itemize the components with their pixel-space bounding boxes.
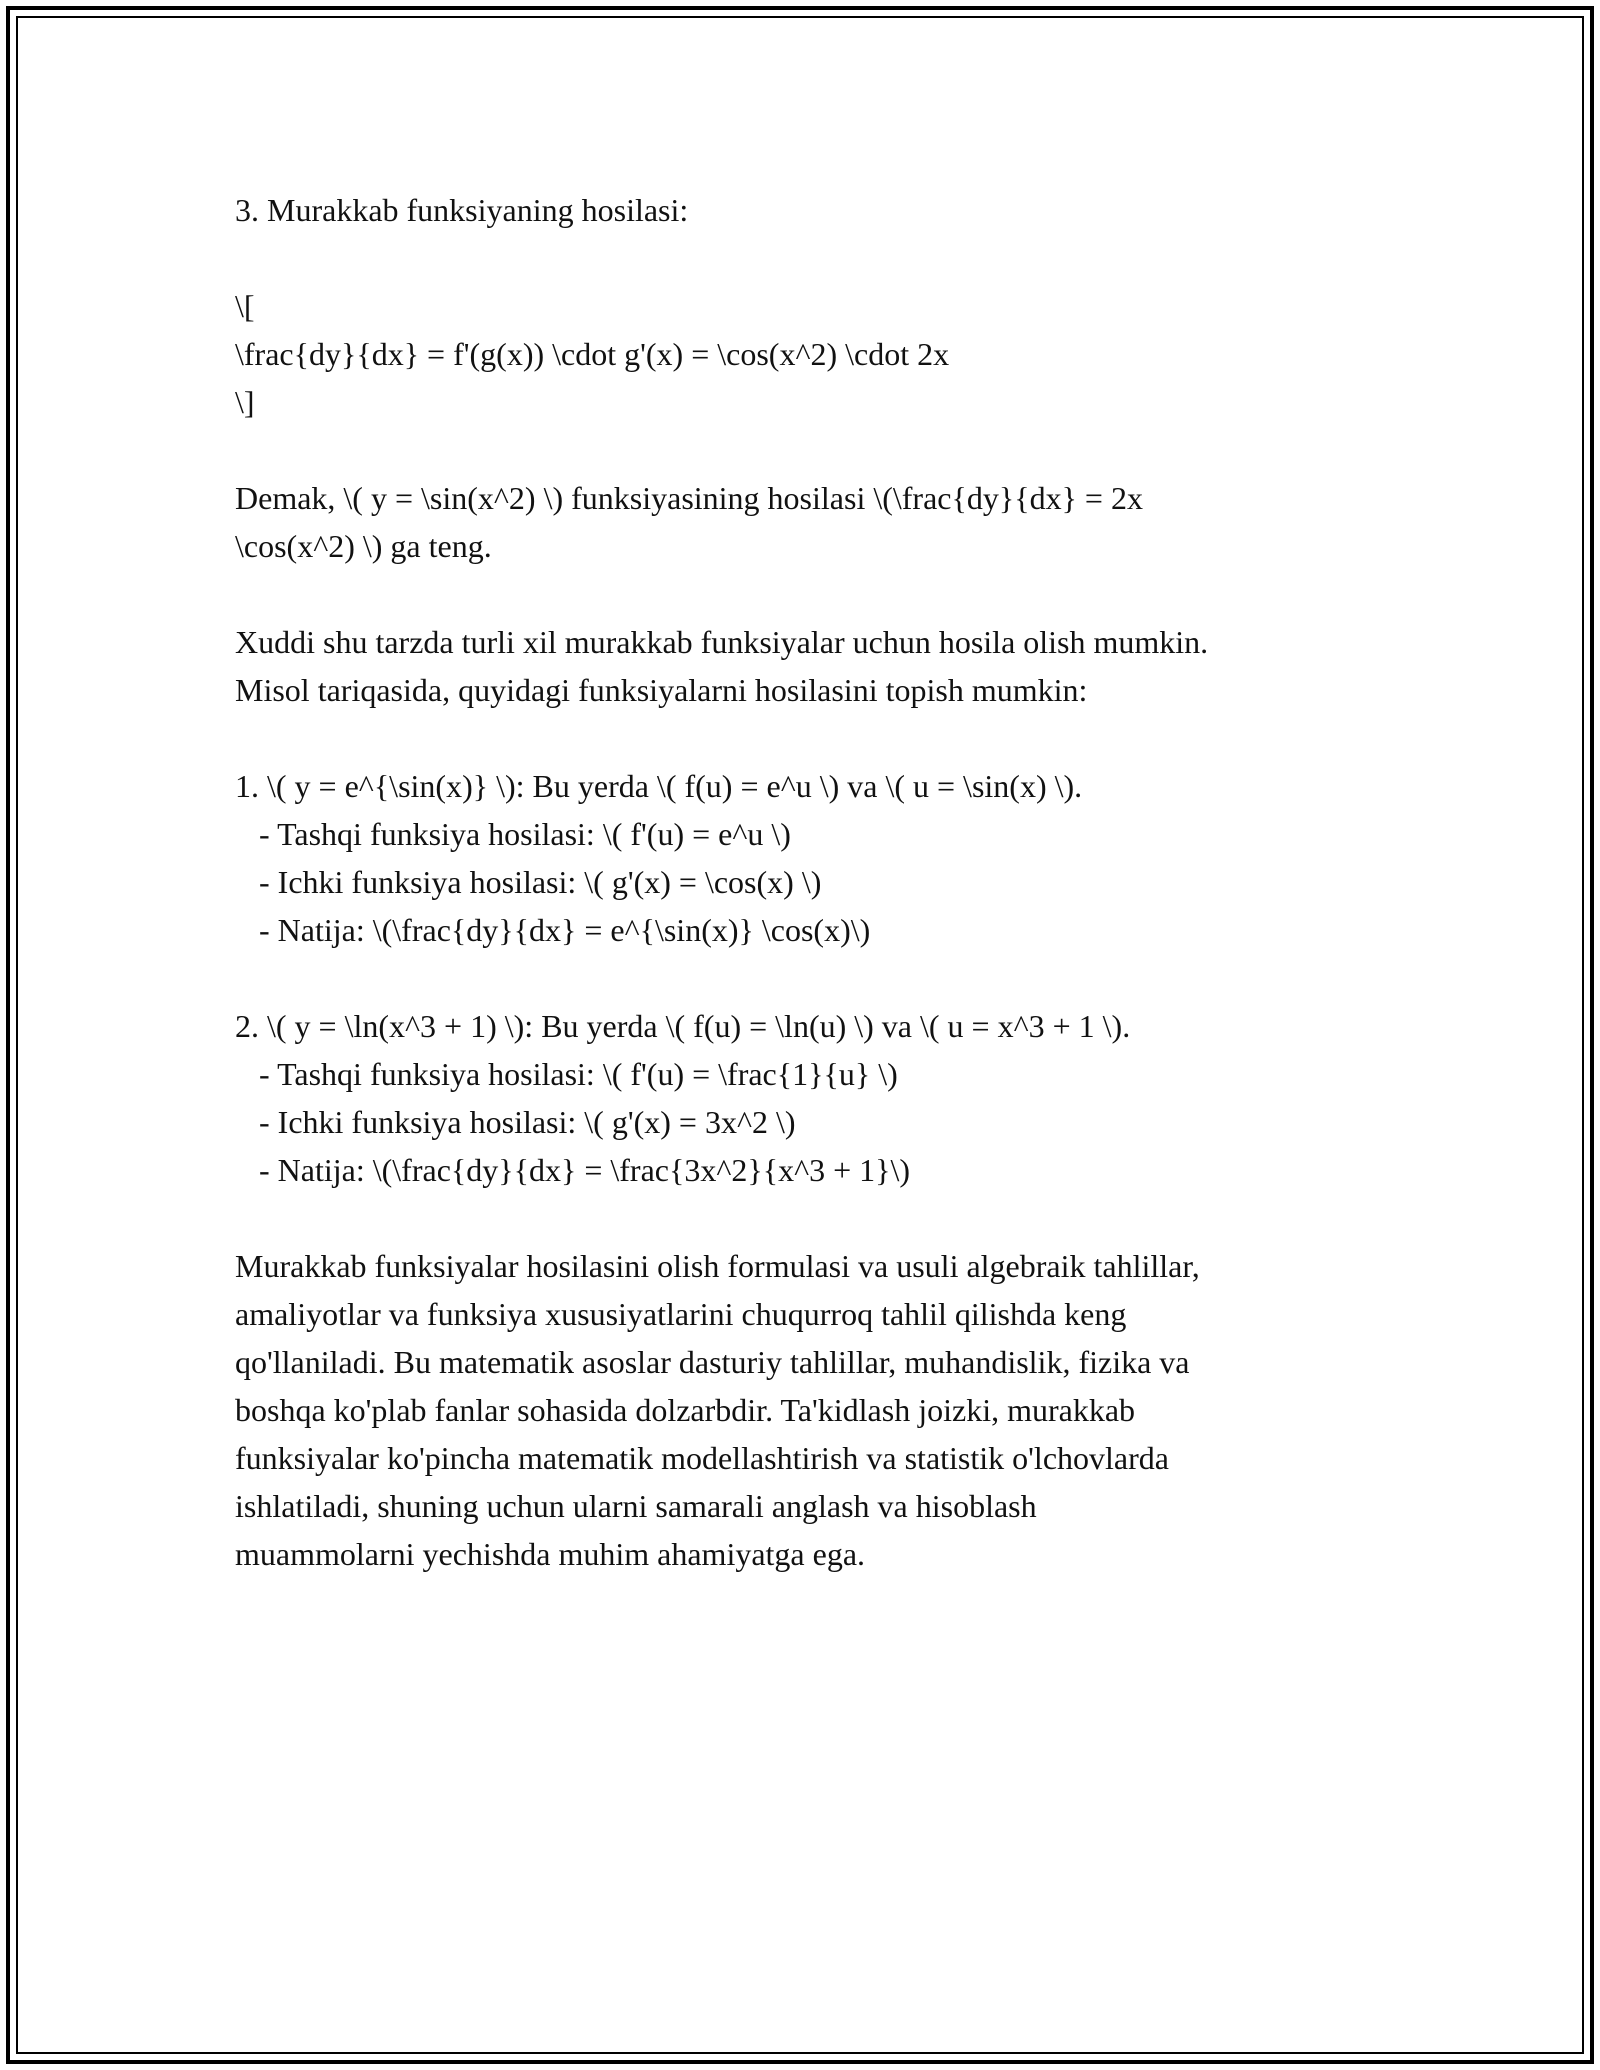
example-item <box>235 1002 1375 1194</box>
conclusion-paragraph <box>235 474 1375 570</box>
paragraph-line: boshqa ko'plab fanlar sohasida dolzarbdir. Ta'kidlash joizki, murakkab <box>235 1392 1136 1428</box>
formula-open: \[ <box>235 288 255 324</box>
paragraph-line: amaliyotlar va funksiya xususiyatlarini chuqurroq tahlil qilishda keng <box>235 1296 1127 1332</box>
spacer <box>235 570 1375 618</box>
spacer <box>235 426 1375 474</box>
formula-body: \frac{dy}{dx} = f'(g(x)) \cdot g'(x) = \cos(x^2) \cdot 2x <box>235 336 950 372</box>
spacer <box>235 714 1375 762</box>
intro-paragraph <box>235 618 1375 714</box>
display-formula <box>235 282 1375 426</box>
paragraph-line: ishlatiladi, shuning uchun ularni samarali anglash va hisoblash <box>235 1488 1037 1524</box>
paragraph-line: Murakkab funksiyalar hosilasini olish formulasi va usuli algebraik tahlillar, <box>235 1248 1200 1284</box>
paragraph-line: Demak, \( y = \sin(x^2) \) funksiyasining hosilasi \(\frac{dy}{dx} = 2x <box>235 480 1143 516</box>
example-step: - Ichki funksiya hosilasi: \( g'(x) = \cos(x) \) <box>235 864 822 900</box>
example-title: 1. \( y = e^{\sin(x)} \): Bu yerda \( f(u) = e^u \) va \( u = \sin(x) \). <box>235 768 1083 804</box>
paragraph-line: muammolarni yechishda muhim ahamiyatga ega. <box>235 1536 866 1572</box>
spacer <box>235 234 1375 282</box>
example-title: 2. \( y = \ln(x^3 + 1) \): Bu yerda \( f(u) = \ln(u) \) va \( u = x^3 + 1 \). <box>235 1008 1131 1044</box>
spacer <box>235 954 1375 1002</box>
formula-close: \] <box>235 384 255 420</box>
paragraph-line: Xuddi shu tarzda turli xil murakkab funksiyalar uchun hosila olish mumkin. <box>235 624 1209 660</box>
example-step: - Natija: \(\frac{dy}{dx} = e^{\sin(x)} \cos(x)\) <box>235 912 871 948</box>
example-step: - Tashqi funksiya hosilasi: \( f'(u) = e^u \) <box>235 816 791 852</box>
example-step: - Natija: \(\frac{dy}{dx} = \frac{3x^2}{x^3 + 1}\) <box>235 1152 911 1188</box>
example-step: - Ichki funksiya hosilasi: \( g'(x) = 3x^2 \) <box>235 1104 796 1140</box>
spacer <box>235 1194 1375 1242</box>
document-body <box>235 186 1375 1578</box>
paragraph-line: funksiyalar ko'pincha matematik modellashtirish va statistik o'lchovlarda <box>235 1440 1169 1476</box>
paragraph-line: qo'llaniladi. Bu matematik asoslar dasturiy tahlillar, muhandislik, fizika va <box>235 1344 1190 1380</box>
section-heading: 3. Murakkab funksiyaning hosilasi: <box>235 192 689 228</box>
closing-paragraph <box>235 1242 1375 1578</box>
example-item <box>235 762 1375 954</box>
paragraph-line: Misol tariqasida, quyidagi funksiyalarni hosilasini topish mumkin: <box>235 672 1088 708</box>
paragraph-line: \cos(x^2) \) ga teng. <box>235 528 492 564</box>
example-step: - Tashqi funksiya hosilasi: \( f'(u) = \frac{1}{u} \) <box>235 1056 898 1092</box>
